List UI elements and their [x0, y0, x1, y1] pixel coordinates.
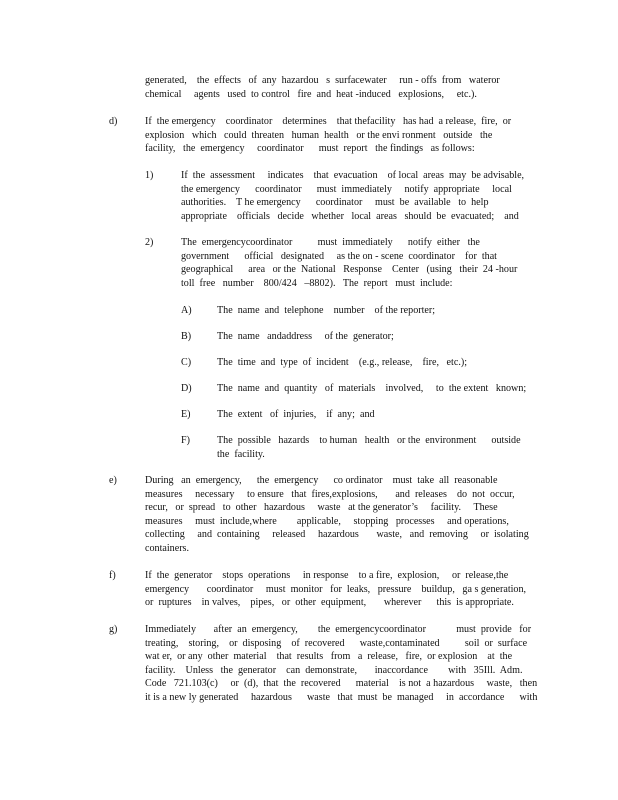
text-line: The extent of injuries, if any; and	[217, 409, 375, 420]
subitem-label-1: 1)	[145, 170, 154, 181]
subitem-1-paragraph	[181, 169, 524, 223]
text-line: facility. Unless the generator can demonstrate, inaccordance with 35Ill. Adm.	[145, 664, 523, 676]
entry-e-text	[217, 408, 375, 422]
text-line: The name and quantity of materials involved, to the extent known;	[217, 383, 527, 394]
text-line: the emergency coordinator must immediately notify appropriate local	[181, 183, 512, 195]
entry-f-text	[217, 434, 521, 461]
text-line: The possible hazards to human health or the environment outside	[217, 435, 521, 446]
text-line: geographical area or the National Response Center (using their 24 -hour	[181, 264, 518, 276]
text-line: During an emergency, the emergency co ordinator must take all reasonable	[145, 475, 498, 486]
entry-label-b: B)	[181, 331, 192, 342]
entry-label-a: A)	[181, 305, 192, 316]
text-line: The name and telephone number of the reporter;	[217, 305, 436, 316]
entry-d-text	[217, 382, 526, 396]
text-line: recur, or spread to other hazardous waste at the generator’s facility. These	[145, 502, 498, 514]
text-line: authorities. T he emergency coordinator must be available to help	[181, 197, 489, 209]
text-line: Code 721.103(c) or (d), that the recovered material is not a hazardous waste, then	[145, 678, 538, 690]
text-line: If the generator stops operations in response to a fire, explosion, or release,the	[145, 570, 509, 581]
text-line: The name andaddress of the generator;	[217, 331, 394, 342]
text-line: appropriate officials decide whether local areas should be evacuated; and	[181, 210, 519, 222]
entry-a-text	[217, 304, 435, 318]
text-line: or ruptures in valves, pipes, or other equipment, wherever this is appropriate.	[145, 597, 514, 609]
text-line: explosion which could threaten human health or the envi ronment outside the	[145, 129, 493, 141]
text-line: The emergencycoordinator must immediately notify either the	[181, 237, 480, 248]
subitem-2-paragraph	[181, 236, 517, 290]
text-line: collecting and containing released hazardous waste, and removing or isolating	[145, 529, 529, 541]
text-line: government official designated as the on - scene coordinator for that	[181, 250, 497, 262]
entry-b-text	[217, 330, 394, 344]
text-line: it is a new ly generated hazardous waste that must be managed in accordance with	[145, 691, 538, 703]
text-line: toll free number 800/424 –8802). The report must include:	[181, 277, 453, 289]
entry-label-c: C)	[181, 357, 192, 368]
item-label-d: d)	[109, 116, 118, 127]
item-label-g: g)	[109, 624, 118, 635]
text-line: measures necessary to ensure that fires,explosions, and releases do not occur,	[145, 488, 515, 500]
item-f-paragraph	[145, 569, 526, 610]
text-line: facility, the emergency coordinator must report the findings as follows:	[145, 143, 475, 155]
entry-label-f: F)	[181, 435, 190, 446]
text-line: chemical agents used to control fire and heat -induced explosions, etc.).	[145, 88, 477, 100]
intro-paragraph	[145, 74, 500, 101]
item-g-paragraph	[145, 623, 537, 705]
text-line: treating, storing, or disposing of recovered waste,contaminated soil or surface	[145, 637, 528, 649]
text-line: wat er, or any other material that results from a release, fire, or explosion at the	[145, 651, 513, 663]
text-line: emergency coordinator must monitor for leaks, pressure buildup, ga s generation,	[145, 583, 527, 595]
subitem-label-2: 2)	[145, 237, 154, 248]
item-label-e: e)	[109, 475, 117, 486]
text-line: If the emergency coordinator determines that thefacility has had a release, fire, or	[145, 116, 512, 127]
text-line: measures must include,where applicable, stopping processes and operations,	[145, 515, 509, 527]
text-line: The time and type of incident (e.g., release, fire, etc.);	[217, 357, 468, 368]
item-e-paragraph	[145, 474, 529, 556]
text-line: containers.	[145, 542, 190, 554]
text-line: If the assessment indicates that evacuation of local areas may be advisable,	[181, 170, 525, 181]
text-line: generated, the effects of any hazardou s surfacewater run - offs from wateror	[145, 75, 500, 86]
entry-label-e: E)	[181, 409, 191, 420]
text-line: the facility.	[217, 448, 265, 460]
item-d-paragraph	[145, 115, 511, 156]
entry-label-d: D)	[181, 383, 192, 394]
entry-c-text	[217, 356, 467, 370]
item-label-f: f)	[109, 570, 116, 581]
text-line: Immediately after an emergency, the emergencycoordinator must provide for	[145, 624, 532, 635]
